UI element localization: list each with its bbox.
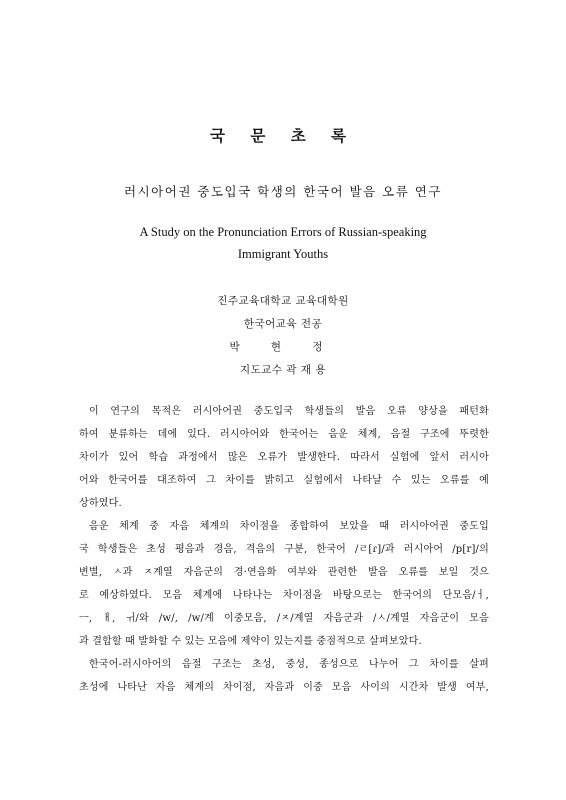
paragraph-line: 상하였다. [79, 498, 122, 509]
paragraph-line: 하여 분류하는 데에 있다. 러시아어와 한국어는 음운 체계, 음절 구조에 뚜렷한 [79, 429, 489, 440]
paragraph-line: 음운 체계 중 자음 체계의 차이점을 종합하여 보았을 때 러시아어권 중도입 [89, 521, 489, 532]
english-title-line-2: Immigrant Youths [237, 247, 329, 261]
major-name: 한국어교육 전공 [243, 318, 323, 330]
paragraph-line: 로 예상하였다. 모음 체계에 나타나는 차이점을 바탕으로는 한국어의 단모음/ㅓ, [79, 590, 489, 601]
paragraph-line: 이 연구의 목적은 러시아어권 중도입국 학생들의 발음 오류 양상을 패턴화 [89, 406, 489, 417]
author-name: 박 현 정 [229, 341, 337, 353]
paragraph-line: 초성에 나타난 자음 체계의 차이점, 자음과 이중 모음 사이의 시간차 발생 여부, [79, 682, 489, 693]
paragraph-line: 국 학생들은 초성 평음과 경음, 격음의 구분, 한국어 /ㄹ[ɾ]/과 러시아어 /p[r]/의 [79, 544, 489, 555]
english-title-line-1: A Study on the Pronunciation Errors of Russian-speaking [139, 225, 427, 239]
abstract-heading: 국 문 초 록 [209, 126, 357, 145]
korean-title: 러시아어권 중도입국 학생의 한국어 발음 오류 연구 [124, 184, 442, 199]
paragraph-line: 어와 한국어를 대조하여 그 차이를 밝히고 실험에서 나타날 수 있는 오류를 예 [79, 475, 489, 486]
paragraph-line: ㅡ, ㅐ, ㅟ/와 /w/, /w/계 이중모음, /ㅈ/계열 자음군과 /ㅅ/계열 자음군이 모음 [79, 613, 489, 624]
abstract-paragraph-3 [79, 653, 489, 699]
advisor-name: 지도교수 곽 재 용 [239, 364, 326, 376]
abstract-paragraph-1 [79, 400, 489, 515]
university-name: 진주교육대학교 교육대학원 [217, 295, 349, 307]
abstract-paragraph-2 [79, 515, 489, 653]
paragraph-line: 변별, ㅅ과 ㅈ계열 자음군의 경·연음화 여부와 관련한 발음 오류를 보일 것으 [79, 567, 489, 578]
paragraph-line: 한국어-러시아어의 음절 구조는 초성, 중성, 종성으로 나누어 그 차이를 살펴 [89, 659, 489, 670]
abstract-body [79, 400, 489, 699]
paragraph-line: 차이가 있어 학습 과정에서 많은 오류가 발생한다. 따라서 실험에 앞서 러시아 [79, 452, 489, 463]
paragraph-line: 과 결합할 때 발화할 수 있는 모음에 제약이 있는지를 중점적으로 살펴보았다. [79, 636, 422, 647]
